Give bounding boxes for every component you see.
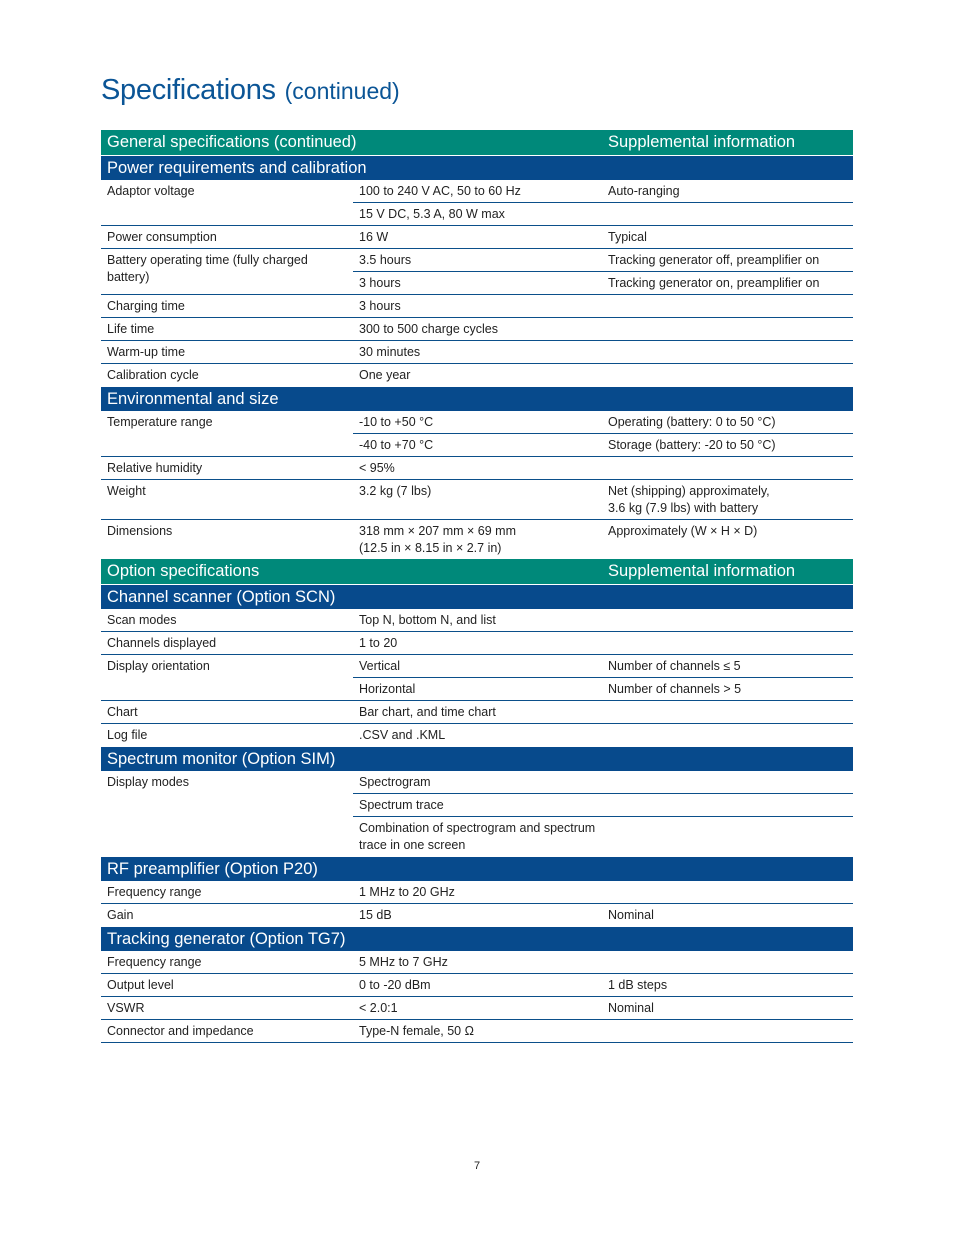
row-label: Relative humidity [101, 457, 353, 480]
section-header-preamp [101, 857, 853, 882]
row-value: Bar chart, and time chart [353, 701, 602, 724]
table-row [101, 480, 853, 520]
row-supplemental: Auto-ranging [602, 180, 853, 203]
row-label: Life time [101, 318, 353, 341]
table-row [101, 318, 853, 341]
row-supplemental: Approximately (W × H × D) [608, 524, 758, 538]
page-title-main: Specifications [101, 74, 276, 106]
row-label: Channels displayed [101, 632, 353, 655]
table-row [101, 701, 853, 724]
row-label: Calibration cycle [107, 368, 199, 382]
option-specs-header [101, 559, 853, 585]
row-value: 0 to -20 dBm [353, 974, 602, 997]
row-supplemental: Typical [602, 226, 853, 249]
row-value: .CSV and .KML [359, 728, 446, 742]
table-row [101, 997, 853, 1020]
row-value: Horizontal [353, 678, 602, 701]
row-label: Power consumption [101, 226, 353, 249]
row-supplemental [602, 771, 853, 794]
table-row [101, 411, 853, 434]
table-row [101, 341, 853, 364]
row-label: Connector and impedance [101, 1020, 353, 1043]
row-supplemental [602, 457, 853, 480]
row-value: Vertical [353, 655, 602, 678]
row-label: Charging time [101, 295, 353, 318]
row-value: 3.2 kg (7 lbs) [353, 480, 602, 520]
row-label: VSWR [101, 997, 353, 1020]
row-supplemental: 1 dB steps [602, 974, 853, 997]
row-supplemental [602, 817, 853, 857]
table-row [101, 655, 853, 678]
value-line: Combination of spectrogram and spectrum [359, 821, 596, 835]
row-supplemental [602, 609, 853, 632]
section-title-tracking: Tracking generator (Option TG7) [101, 927, 853, 952]
row-supplemental: Storage (battery: -20 to 50 °C) [602, 434, 853, 457]
option-supplemental-header-label: Supplemental information [602, 559, 853, 585]
row-supplemental [602, 881, 853, 904]
table-row [101, 904, 853, 927]
row-label: Temperature range [101, 411, 353, 457]
row-supplemental [602, 295, 853, 318]
row-supplemental [602, 724, 853, 747]
value-line: trace in one screen [359, 838, 466, 852]
row-label: Output level [101, 974, 353, 997]
row-label: Warm-up time [101, 341, 353, 364]
row-value: 3 hours [353, 295, 602, 318]
page-title [101, 70, 400, 107]
row-value: 100 to 240 V AC, 50 to 60 Hz [353, 180, 602, 203]
row-supplemental: Number of channels ≤ 5 [602, 655, 853, 678]
row-label: Battery operating time (fully charged battery) [101, 249, 353, 295]
row-value: 30 minutes [353, 341, 602, 364]
row-supplemental [602, 318, 853, 341]
table-row [101, 180, 853, 203]
table-row [101, 881, 853, 904]
table-row [101, 632, 853, 655]
table-row [101, 520, 853, 560]
row-value: One year [359, 368, 411, 382]
row-label: Chart [101, 701, 353, 724]
row-supplemental [602, 1020, 853, 1043]
row-supplemental [602, 701, 853, 724]
row-supplemental: Tracking generator off, preamplifier on [602, 249, 853, 272]
general-specs-header [101, 130, 853, 156]
row-supplemental [602, 951, 853, 974]
general-specs-header-label: General specifications (continued) [101, 130, 602, 156]
row-supplemental [602, 632, 853, 655]
row-value: Top N, bottom N, and list [353, 609, 602, 632]
row-supplemental [602, 364, 853, 387]
table-row [101, 249, 853, 272]
table-row [101, 226, 853, 249]
row-label: Scan modes [101, 609, 353, 632]
value-line: 318 mm × 207 mm × 69 mm [359, 524, 517, 538]
row-value: 15 V DC, 5.3 A, 80 W max [353, 203, 602, 226]
table-row [101, 457, 853, 480]
section-title-scanner: Channel scanner (Option SCN) [101, 585, 853, 610]
table-row [101, 1020, 853, 1043]
row-label: Gain [107, 908, 134, 922]
row-value: -10 to +50 °C [353, 411, 602, 434]
row-value: < 2.0:1 [353, 997, 602, 1020]
row-value: 3.5 hours [353, 249, 602, 272]
table-row [101, 364, 853, 387]
row-value: 1 MHz to 20 GHz [353, 881, 602, 904]
section-header-scanner [101, 585, 853, 610]
row-value: -40 to +70 °C [353, 434, 602, 457]
row-value: Spectrum trace [353, 794, 602, 817]
specifications-table [101, 130, 853, 1043]
row-value [353, 817, 602, 857]
supplemental-info-header-label: Supplemental information [602, 130, 853, 156]
row-value [353, 520, 602, 560]
row-label: Frequency range [101, 881, 353, 904]
section-header-power [101, 156, 853, 181]
value-line: (12.5 in × 8.15 in × 2.7 in) [359, 541, 502, 555]
row-supplemental [602, 480, 853, 520]
section-header-tracking [101, 927, 853, 952]
table-row [101, 771, 853, 794]
row-supplemental [602, 203, 853, 226]
row-supplemental: Nominal [602, 997, 853, 1020]
row-label: Display modes [107, 775, 189, 789]
supplemental-line: Net (shipping) approximately, [608, 484, 770, 498]
row-supplemental: Number of channels > 5 [602, 678, 853, 701]
section-header-monitor [101, 747, 853, 772]
row-supplemental [602, 794, 853, 817]
row-label: Display orientation [101, 655, 353, 701]
row-supplemental: Tracking generator on, preamplifier on [602, 272, 853, 295]
row-label: Weight [101, 480, 353, 520]
row-value: 15 dB [359, 908, 392, 922]
section-header-environment [101, 387, 853, 412]
table-row [101, 951, 853, 974]
row-label: Frequency range [101, 951, 353, 974]
row-value: Type-N female, 50 Ω [353, 1020, 602, 1043]
section-title-environment: Environmental and size [101, 387, 853, 412]
option-specs-header-label: Option specifications [101, 559, 602, 585]
section-title-preamp: RF preamplifier (Option P20) [101, 857, 853, 882]
page-title-continued: (continued) [284, 78, 400, 104]
row-value: 1 to 20 [353, 632, 602, 655]
section-title-monitor: Spectrum monitor (Option SIM) [101, 747, 853, 772]
table-row [101, 609, 853, 632]
row-value: < 95% [353, 457, 602, 480]
row-supplemental [602, 341, 853, 364]
row-value: Spectrogram [353, 771, 602, 794]
row-supplemental: Nominal [608, 908, 654, 922]
row-value: 16 W [353, 226, 602, 249]
table-row [101, 974, 853, 997]
row-label: Log file [107, 728, 148, 742]
supplemental-line: 3.6 kg (7.9 lbs) with battery [608, 501, 759, 515]
table-row [101, 295, 853, 318]
section-title-power: Power requirements and calibration [101, 156, 853, 181]
table-row [101, 724, 853, 747]
page-number: 7 [473, 1160, 481, 1172]
row-supplemental: Operating (battery: 0 to 50 °C) [602, 411, 853, 434]
row-label: Dimensions [107, 524, 173, 538]
row-label: Adaptor voltage [101, 180, 353, 226]
row-value: 300 to 500 charge cycles [353, 318, 602, 341]
row-value: 3 hours [353, 272, 602, 295]
row-value: 5 MHz to 7 GHz [353, 951, 602, 974]
